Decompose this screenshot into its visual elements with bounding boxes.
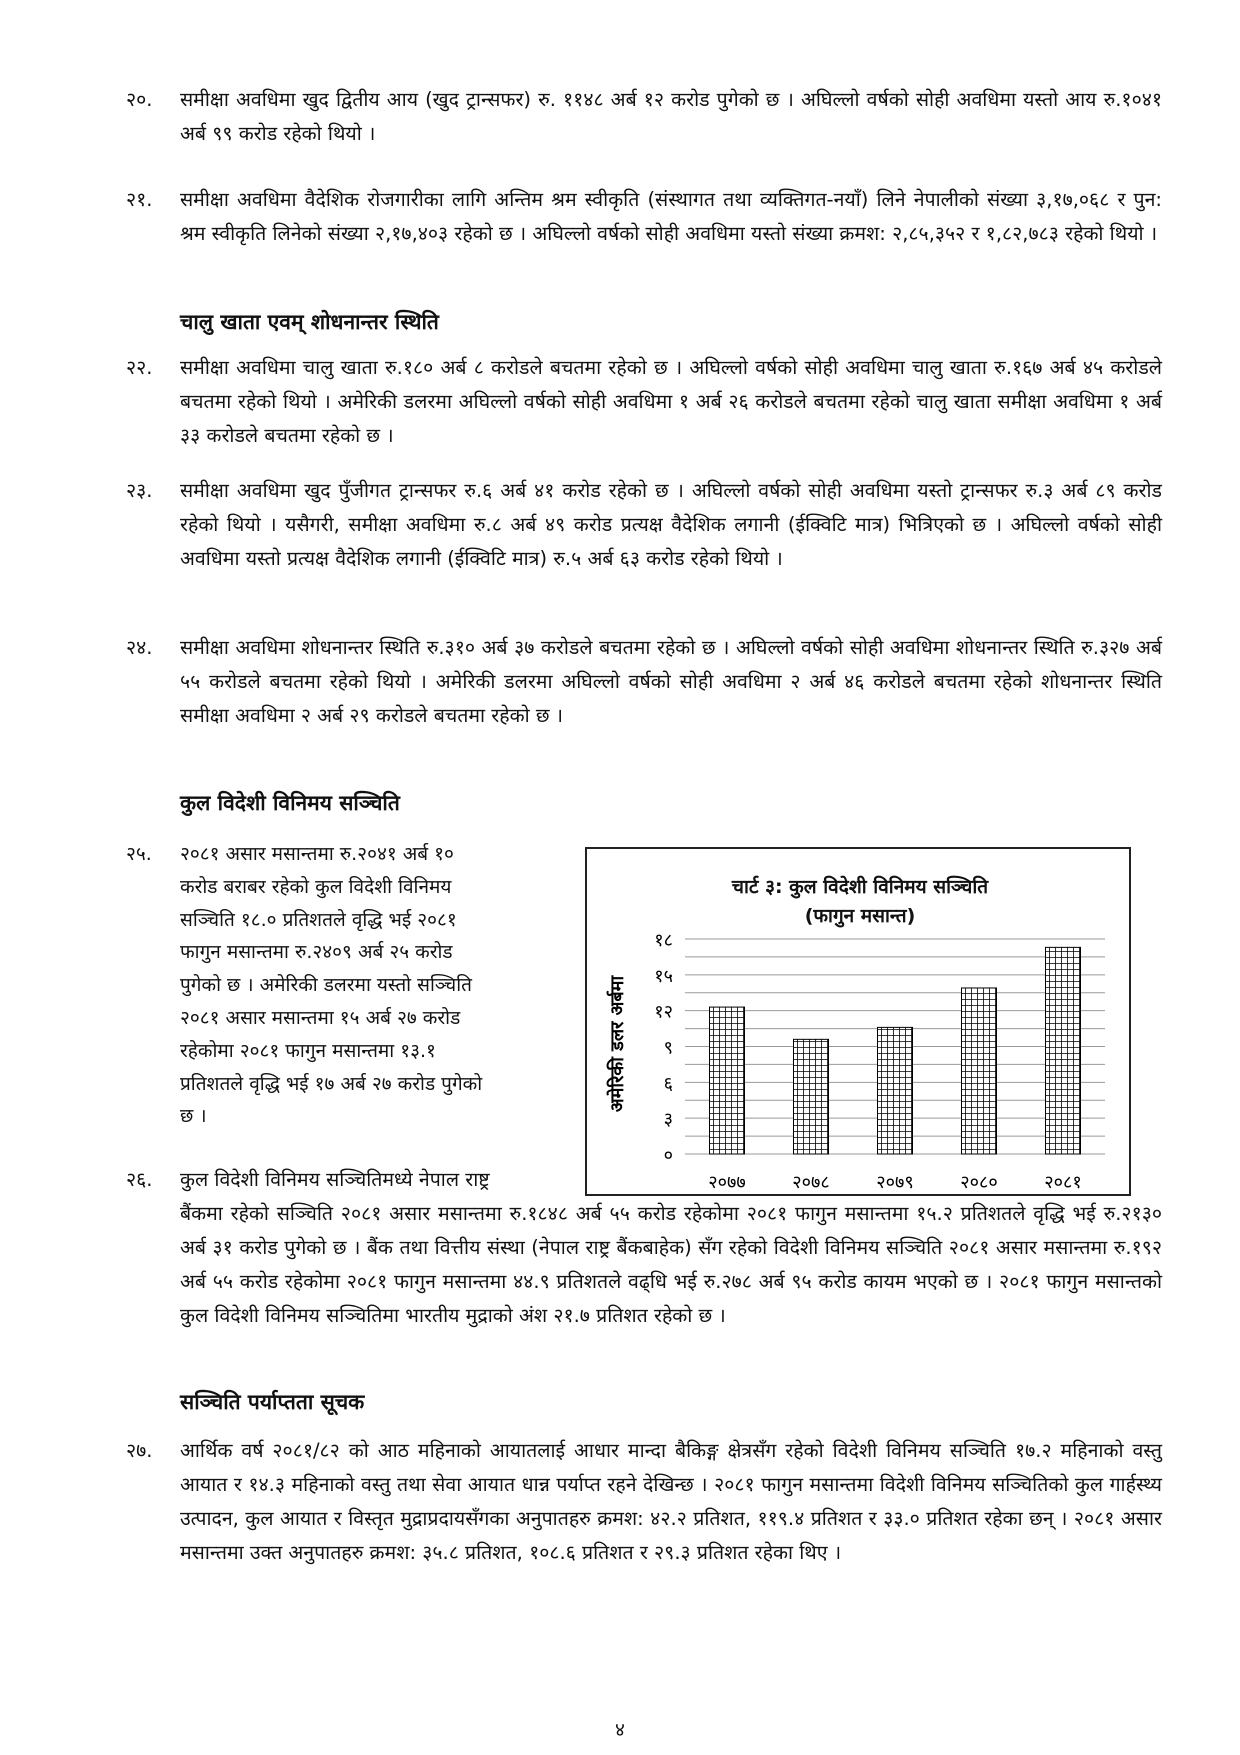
paragraph-line: २०८१ असार मसान्तमा रु.२०४१ अर्ब १० xyxy=(180,843,454,865)
paragraph-number: २५. xyxy=(126,843,152,865)
paragraph-number: २६. xyxy=(126,1168,153,1191)
paragraph-27 xyxy=(126,1434,1162,1570)
bar-2 xyxy=(794,1039,829,1154)
bar-1 xyxy=(710,1007,745,1154)
paragraph-line: पुगेको छ । अमेरिकी डलरमा यस्तो सञ्चिति xyxy=(180,974,472,997)
paragraph-text: आर्थिक वर्ष २०८१/८२ को आठ महिनाको आयातलाई आधार मान्दा बैकिङ्ग क्षेत्रसँग रहेको विदेशी विनिमय सञ्चिति १७.२ महिनाको वस्तु आयात र १४.३ महिनाको वस्तु तथा सेवा आयात धान्न पर्याप्त रहने देखिन्छ । २०८१ फागुन मसान्तमा विदेशी विनिमय सञ्चितिको कुल गार्हस्थ्य उत्पादन, कुल आयात र विस्तृत मुद्राप्रदायसँगका अनुपातहरु क्रमश: ४२.२ प्रतिशत, ११९.४ प्रतिशत र ३३.० प्रतिशत रहेका छन् । २०८१ असार मसान्तमा उक्त अनुपातहरु क्रमश: ३५.८ प्रतिशत, १०८.६ प्रतिशत र २९.३ प्रतिशत रहेका थिए । xyxy=(180,1439,1162,1564)
bar-5 xyxy=(1046,947,1081,1154)
x-tick-label: २०७८ xyxy=(792,1172,830,1193)
y-tick-label: १२ xyxy=(654,1001,673,1023)
bar-3 xyxy=(878,1027,913,1154)
paragraph-line: सञ्चिति १८.० प्रतिशतले वृद्धि भई २०८१ xyxy=(180,908,457,931)
section-heading-current-account: चालु खाता एवम् शोधनान्तर स्थिति xyxy=(180,310,439,334)
paragraph-21 xyxy=(126,183,1162,251)
chart-title: चार्ट ३: कुल विदेशी विनिमय सञ्चिति xyxy=(731,876,989,898)
paragraph-number: २२. xyxy=(126,356,153,379)
chart-forex-reserves xyxy=(585,847,1131,1196)
paragraph-20 xyxy=(126,83,1162,151)
paragraph-text: समीक्षा अवधिमा खुद पुँजीगत ट्रान्सफर रु.६ अर्ब ४१ करोड रहेको छ । अघिल्लो वर्षको सोही अवधिमा यस्तो ट्रान्सफर रु.३ अर्ब ८९ करोड रहेको थियो । यसैगरी, समीक्षा अवधिमा रु.८ अर्ब ४९ करोड प्रत्यक्ष वैदेशिक लगानी (ईक्विटि मात्र) भित्रिएको छ । अघिल्लो वर्षको सोही अवधिमा यस्तो प्रत्यक्ष वैदेशिक लगानी (ईक्विटि मात्र) रु.५ अर्ब ६३ करोड रहेको थियो । xyxy=(180,479,1162,570)
paragraph-line: फागुन मसान्तमा रु.२४०९ अर्ब २५ करोड xyxy=(180,941,453,964)
y-tick-label: ० xyxy=(663,1145,673,1166)
paragraph-22 xyxy=(126,351,1162,453)
x-tick-label: २०८० xyxy=(960,1172,998,1193)
paragraph-line: प्रतिशतले वृद्धि भई १७ अर्ब २७ करोड पुगेको xyxy=(180,1072,483,1095)
y-tick-label: ६ xyxy=(663,1073,673,1095)
paragraph-text: समीक्षा अवधिमा चालु खाता रु.१८० अर्ब ८ करोडले बचतमा रहेको छ । अघिल्लो वर्षको सोही अवधिमा चालु खाता रु.१६७ अर्ब ४५ करोडले बचतमा रहेको थियो । अमेरिकी डलरमा अघिल्लो वर्षको सोही अवधिमा १ अर्ब २६ करोडले बचतमा रहेको चालु खाता समीक्षा अवधिमा १ अर्ब ३३ करोडले बचतमा रहेको छ । xyxy=(180,356,1162,447)
page-number: ४ xyxy=(615,1719,625,1741)
bar-4 xyxy=(962,988,997,1154)
x-tick-label: २०८१ xyxy=(1044,1172,1082,1193)
paragraph-26 xyxy=(126,1163,1162,1333)
paragraph-24 xyxy=(126,631,1162,733)
paragraph-line: छ । xyxy=(180,1105,207,1128)
paragraph-number: २१. xyxy=(126,188,153,211)
paragraph-first-line: कुल विदेशी विनिमय सञ्चितिमध्ये नेपाल राष्ट्र xyxy=(180,1168,490,1191)
chart-plot xyxy=(587,849,1129,1194)
paragraph-text: बैंकमा रहेको सञ्चिति २०८१ असार मसान्तमा रु.१८४८ अर्ब ५५ करोड रहेकोमा २०८१ फागुन मसान्तमा १५.२ प्रतिशतले वृद्धि भई रु.२१३० अर्ब ३१ करोड पुगेको छ । बैंक तथा वित्तीय संस्था (नेपाल राष्ट्र बैंकबाहेक) सँग रहेको विदेशी विनिमय सञ्चिति २०८१ असार मसान्तमा रु.१९२ अर्ब ५५ करोड रहेकोमा २०८१ फागुन मसान्तमा ४४.९ प्रतिशतले वढ्धि भई रु.२७८ अर्ब ९५ करोड कायम भएको छ । २०८१ फागुन मसान्तको कुल विदेशी विनिमय सञ्चितिमा भारतीय मुद्राको अंश २१.७ प्रतिशत रहेको छ । xyxy=(180,1202,1162,1327)
paragraph-line: रहेकोमा २०८१ फागुन मसान्तमा १३.१ xyxy=(180,1039,436,1062)
paragraph-text: समीक्षा अवधिमा वैदेशिक रोजगारीका लागि अन्तिम श्रम स्वीकृति (संस्थागत तथा व्यक्तिगत-नयाँ) लिने नेपालीको संख्या ३,१७,०६८ र पुन: श्रम स्वीकृति लिनेको संख्या २,१७,४०३ रहेको छ । अघिल्लो वर्षको सोही अवधिमा यस्तो संख्या क्रमश: २,८५,३५२ र १,८२,७८३ रहेको थियो । xyxy=(180,188,1162,245)
chart-subtitle: (फागुन मसान्त) xyxy=(804,905,916,927)
x-tick-label: २०७९ xyxy=(876,1172,914,1193)
paragraph-number: २४. xyxy=(126,636,153,659)
paragraph-lines xyxy=(180,838,572,1133)
paragraph-text: समीक्षा अवधिमा खुद द्वितीय आय (खुद ट्रान्सफर) रु. ११४८ अर्ब १२ करोड पुगेको छ । अघिल्लो वर्षको सोही अवधिमा यस्तो आय रु.१०४१ अर्ब ९९ करोड रहेको थियो । xyxy=(180,88,1162,145)
paragraph-25 xyxy=(126,838,572,1133)
chart-y-axis-label: अमेरिकी डलर अर्बमा xyxy=(607,975,628,1113)
section-heading-reserve-adequacy: सञ्चिति पर्याप्तता सूचक xyxy=(180,1390,365,1414)
paragraph-line: करोड बराबर रहेको कुल विदेशी विनिमय xyxy=(180,875,452,898)
section-heading-forex-reserves: कुल विदेशी विनिमय सञ्चिति xyxy=(180,791,400,815)
chart-bars xyxy=(710,947,1081,1154)
paragraph-text: समीक्षा अवधिमा शोधनान्तर स्थिति रु.३१० अर्ब ३७ करोडले बचतमा रहेको छ । अघिल्लो वर्षको सोही अवधिमा शोधनान्तर स्थिति रु.३२७ अर्ब ५५ करोडले बचतमा रहेको थियो । अमेरिकी डलरमा अघिल्लो वर्षको सोही अवधिमा २ अर्ब ४६ करोडले बचतमा रहेको शोधनान्तर स्थिति समीक्षा अवधिमा २ अर्ब २९ करोडले बचतमा रहेको छ । xyxy=(180,636,1162,727)
paragraph-23 xyxy=(126,474,1162,576)
paragraph-number: २३. xyxy=(126,479,153,502)
y-tick-label: ३ xyxy=(663,1109,673,1131)
paragraph-number: २७. xyxy=(126,1439,153,1462)
paragraph-line: २०८१ असार मसान्तमा १५ अर्ब २७ करोड xyxy=(180,1006,461,1029)
y-tick-label: ९ xyxy=(663,1037,673,1059)
y-tick-label: १५ xyxy=(654,965,673,987)
x-tick-label: २०७७ xyxy=(708,1172,746,1193)
chart-y-ticks xyxy=(654,930,673,1166)
y-tick-label: १८ xyxy=(654,930,673,951)
paragraph-number: २०. xyxy=(126,88,153,111)
